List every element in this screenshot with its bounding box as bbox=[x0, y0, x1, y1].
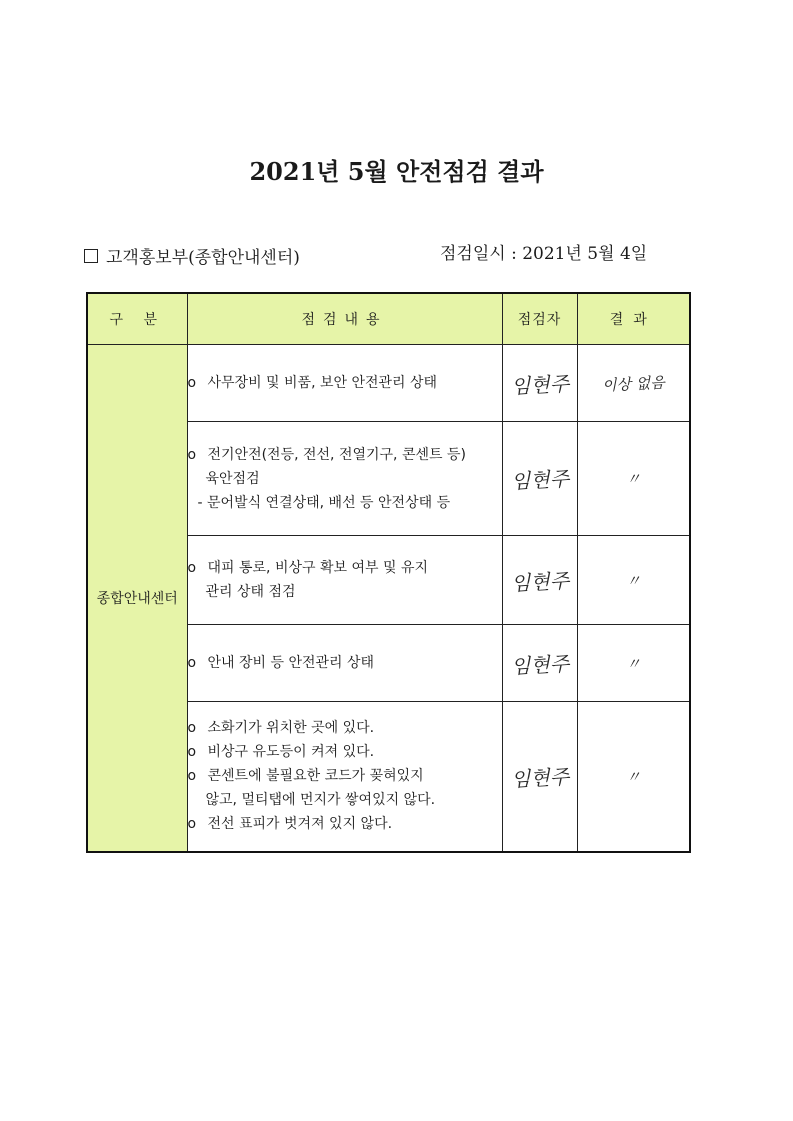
content-line: - 문어발식 연결상태, 배선 등 안전상태 등 bbox=[197, 494, 451, 511]
content-line: 육안점검 bbox=[205, 470, 260, 487]
section-label: 종합안내센터 bbox=[87, 345, 187, 852]
content-line: o 전기안전(전등, 전선, 전열기구, 콘센트 등) bbox=[187, 446, 466, 463]
department-line bbox=[84, 243, 300, 268]
result-cell: 〃 bbox=[577, 536, 690, 625]
inspector-signature: 임현주 bbox=[502, 702, 577, 852]
content-line: o 전선 표피가 벗겨져 있지 않다. bbox=[187, 816, 393, 833]
row-content bbox=[187, 625, 502, 702]
content-line: o 안내 장비 등 안전관리 상태 bbox=[187, 655, 375, 671]
department-checkbox[interactable] bbox=[84, 249, 98, 263]
inspector-signature: 임현주 bbox=[502, 625, 577, 702]
inspector-signature: 임현주 bbox=[502, 345, 577, 422]
result-cell: 〃 bbox=[577, 702, 690, 852]
table-header-row bbox=[87, 293, 690, 345]
result-cell: 〃 bbox=[577, 625, 690, 702]
content-line: 관리 상태 점검 bbox=[205, 584, 296, 600]
header-inspector: 점검자 bbox=[502, 293, 577, 345]
department-label: 고객홍보부(종합안내센터) bbox=[106, 248, 300, 268]
inspector-signature: 임현주 bbox=[502, 536, 577, 625]
content-line: o 소화기가 위치한 곳에 있다. bbox=[187, 720, 375, 737]
row-content bbox=[187, 702, 502, 852]
content-line: o 콘센트에 불필요한 코드가 꽂혀있지 bbox=[187, 768, 424, 785]
header-result: 결과 bbox=[577, 293, 690, 345]
row-content bbox=[187, 345, 502, 422]
inspection-table bbox=[86, 292, 691, 853]
table-row bbox=[87, 345, 690, 422]
header-content: 점검내용 bbox=[187, 293, 502, 345]
header-category: 구 분 bbox=[87, 293, 187, 345]
content-line: 않고, 멀티탭에 먼지가 쌓여있지 않다. bbox=[205, 792, 436, 809]
content-line: o 대피 통로, 비상구 확보 여부 및 유지 bbox=[187, 560, 428, 576]
content-line: o 비상구 유도등이 켜져 있다. bbox=[187, 744, 375, 761]
row-content bbox=[187, 536, 502, 625]
document-title: 2021년 5월 안전점검 결과 bbox=[249, 157, 544, 186]
result-cell: 〃 bbox=[577, 422, 690, 536]
result-cell: 이상 없음 bbox=[577, 345, 690, 422]
inspection-date: 점검일시 : 2021년 5월 4일 bbox=[440, 244, 648, 264]
content-line: o 사무장비 및 비품, 보안 안전관리 상태 bbox=[187, 375, 438, 391]
inspector-signature: 임현주 bbox=[502, 422, 577, 536]
row-content bbox=[187, 422, 502, 536]
